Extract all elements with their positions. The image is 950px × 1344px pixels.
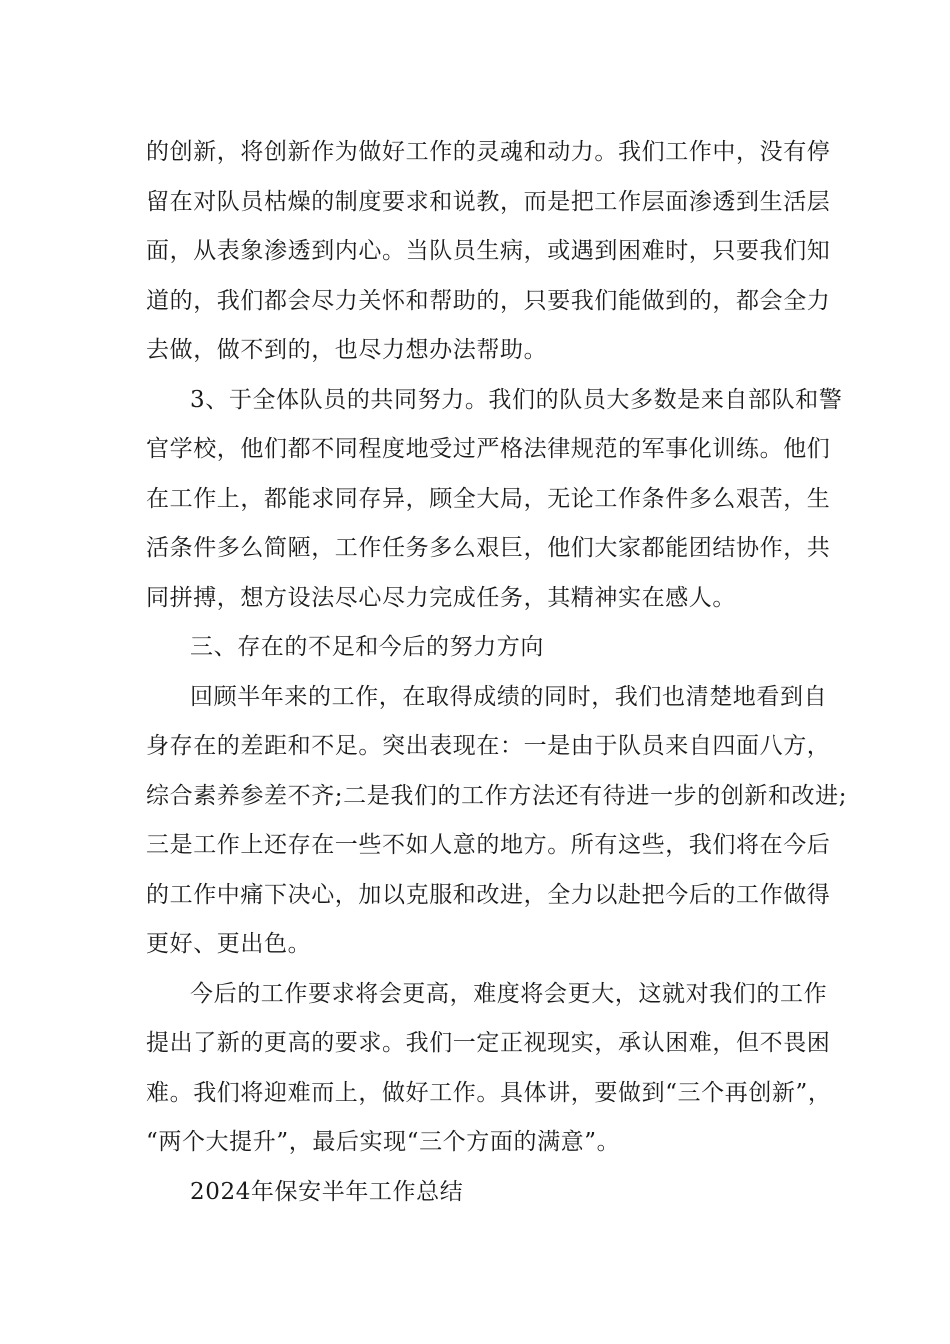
text-line: 身存在的差距和不足。突出表现在：一是由于队员来自四面八方， [146, 733, 831, 759]
text-line: 面，从表象渗透到内心。当队员生病，或遇到困难时，只要我们知 [146, 238, 831, 264]
text-line: 今后的工作要求将会更高，难度将会更大，这就对我们的工作 [190, 980, 828, 1007]
text-line: 更好、更出色。 [146, 931, 312, 957]
text-line: “两个大提升”，最后实现“三个方面的满意”。 [146, 1129, 621, 1155]
text-line: 3、于全体队员的共同努力。我们的队员大多数是来自部队和警 [190, 386, 843, 413]
text-line: 的工作中痛下决心，加以克服和改进，全力以赴把今后的工作做得 [146, 881, 831, 908]
text-line: 同拼搏，想方设法尽心尽力完成任务，其精神实在感人。 [146, 584, 736, 611]
text-line: 的创新，将创新作为做好工作的灵魂和动力。我们工作中，没有停 [146, 139, 831, 165]
document-body [146, 128, 848, 1217]
text-line: 活条件多么简陋，工作任务多么艰巨，他们大家都能团结协作，共 [146, 535, 831, 561]
text-line: 难。我们将迎难而上，做好工作。具体讲，要做到“三个再创新”， [146, 1079, 832, 1106]
document-title: 2024年保安半年工作总结 [190, 1178, 464, 1205]
text-line: 综合素养参差不齐;二是我们的工作方法还有待进一步的创新和改进; [146, 782, 848, 809]
text-line: 留在对队员枯燥的制度要求和说教，而是把工作层面渗透到生活层 [146, 188, 831, 215]
section-heading: 三、存在的不足和今后的努力方向 [190, 634, 544, 660]
text-line: 提出了新的更高的要求。我们一定正视现实，承认困难，但不畏困 [146, 1030, 831, 1056]
text-line: 去做，做不到的，也尽力想办法帮助。 [146, 337, 548, 363]
text-line: 在工作上，都能求同存异，顾全大局，无论工作条件多么艰苦，生 [146, 485, 831, 512]
text-line: 回顾半年来的工作，在取得成绩的同时，我们也清楚地看到自 [190, 683, 828, 710]
text-line: 道的，我们都会尽力关怀和帮助的，只要我们能做到的，都会全力 [146, 287, 831, 314]
text-line: 三是工作上还存在一些不如人意的地方。所有这些，我们将在今后 [146, 832, 831, 858]
text-line: 官学校，他们都不同程度地受过严格法律规范的军事化训练。他们 [146, 436, 831, 462]
